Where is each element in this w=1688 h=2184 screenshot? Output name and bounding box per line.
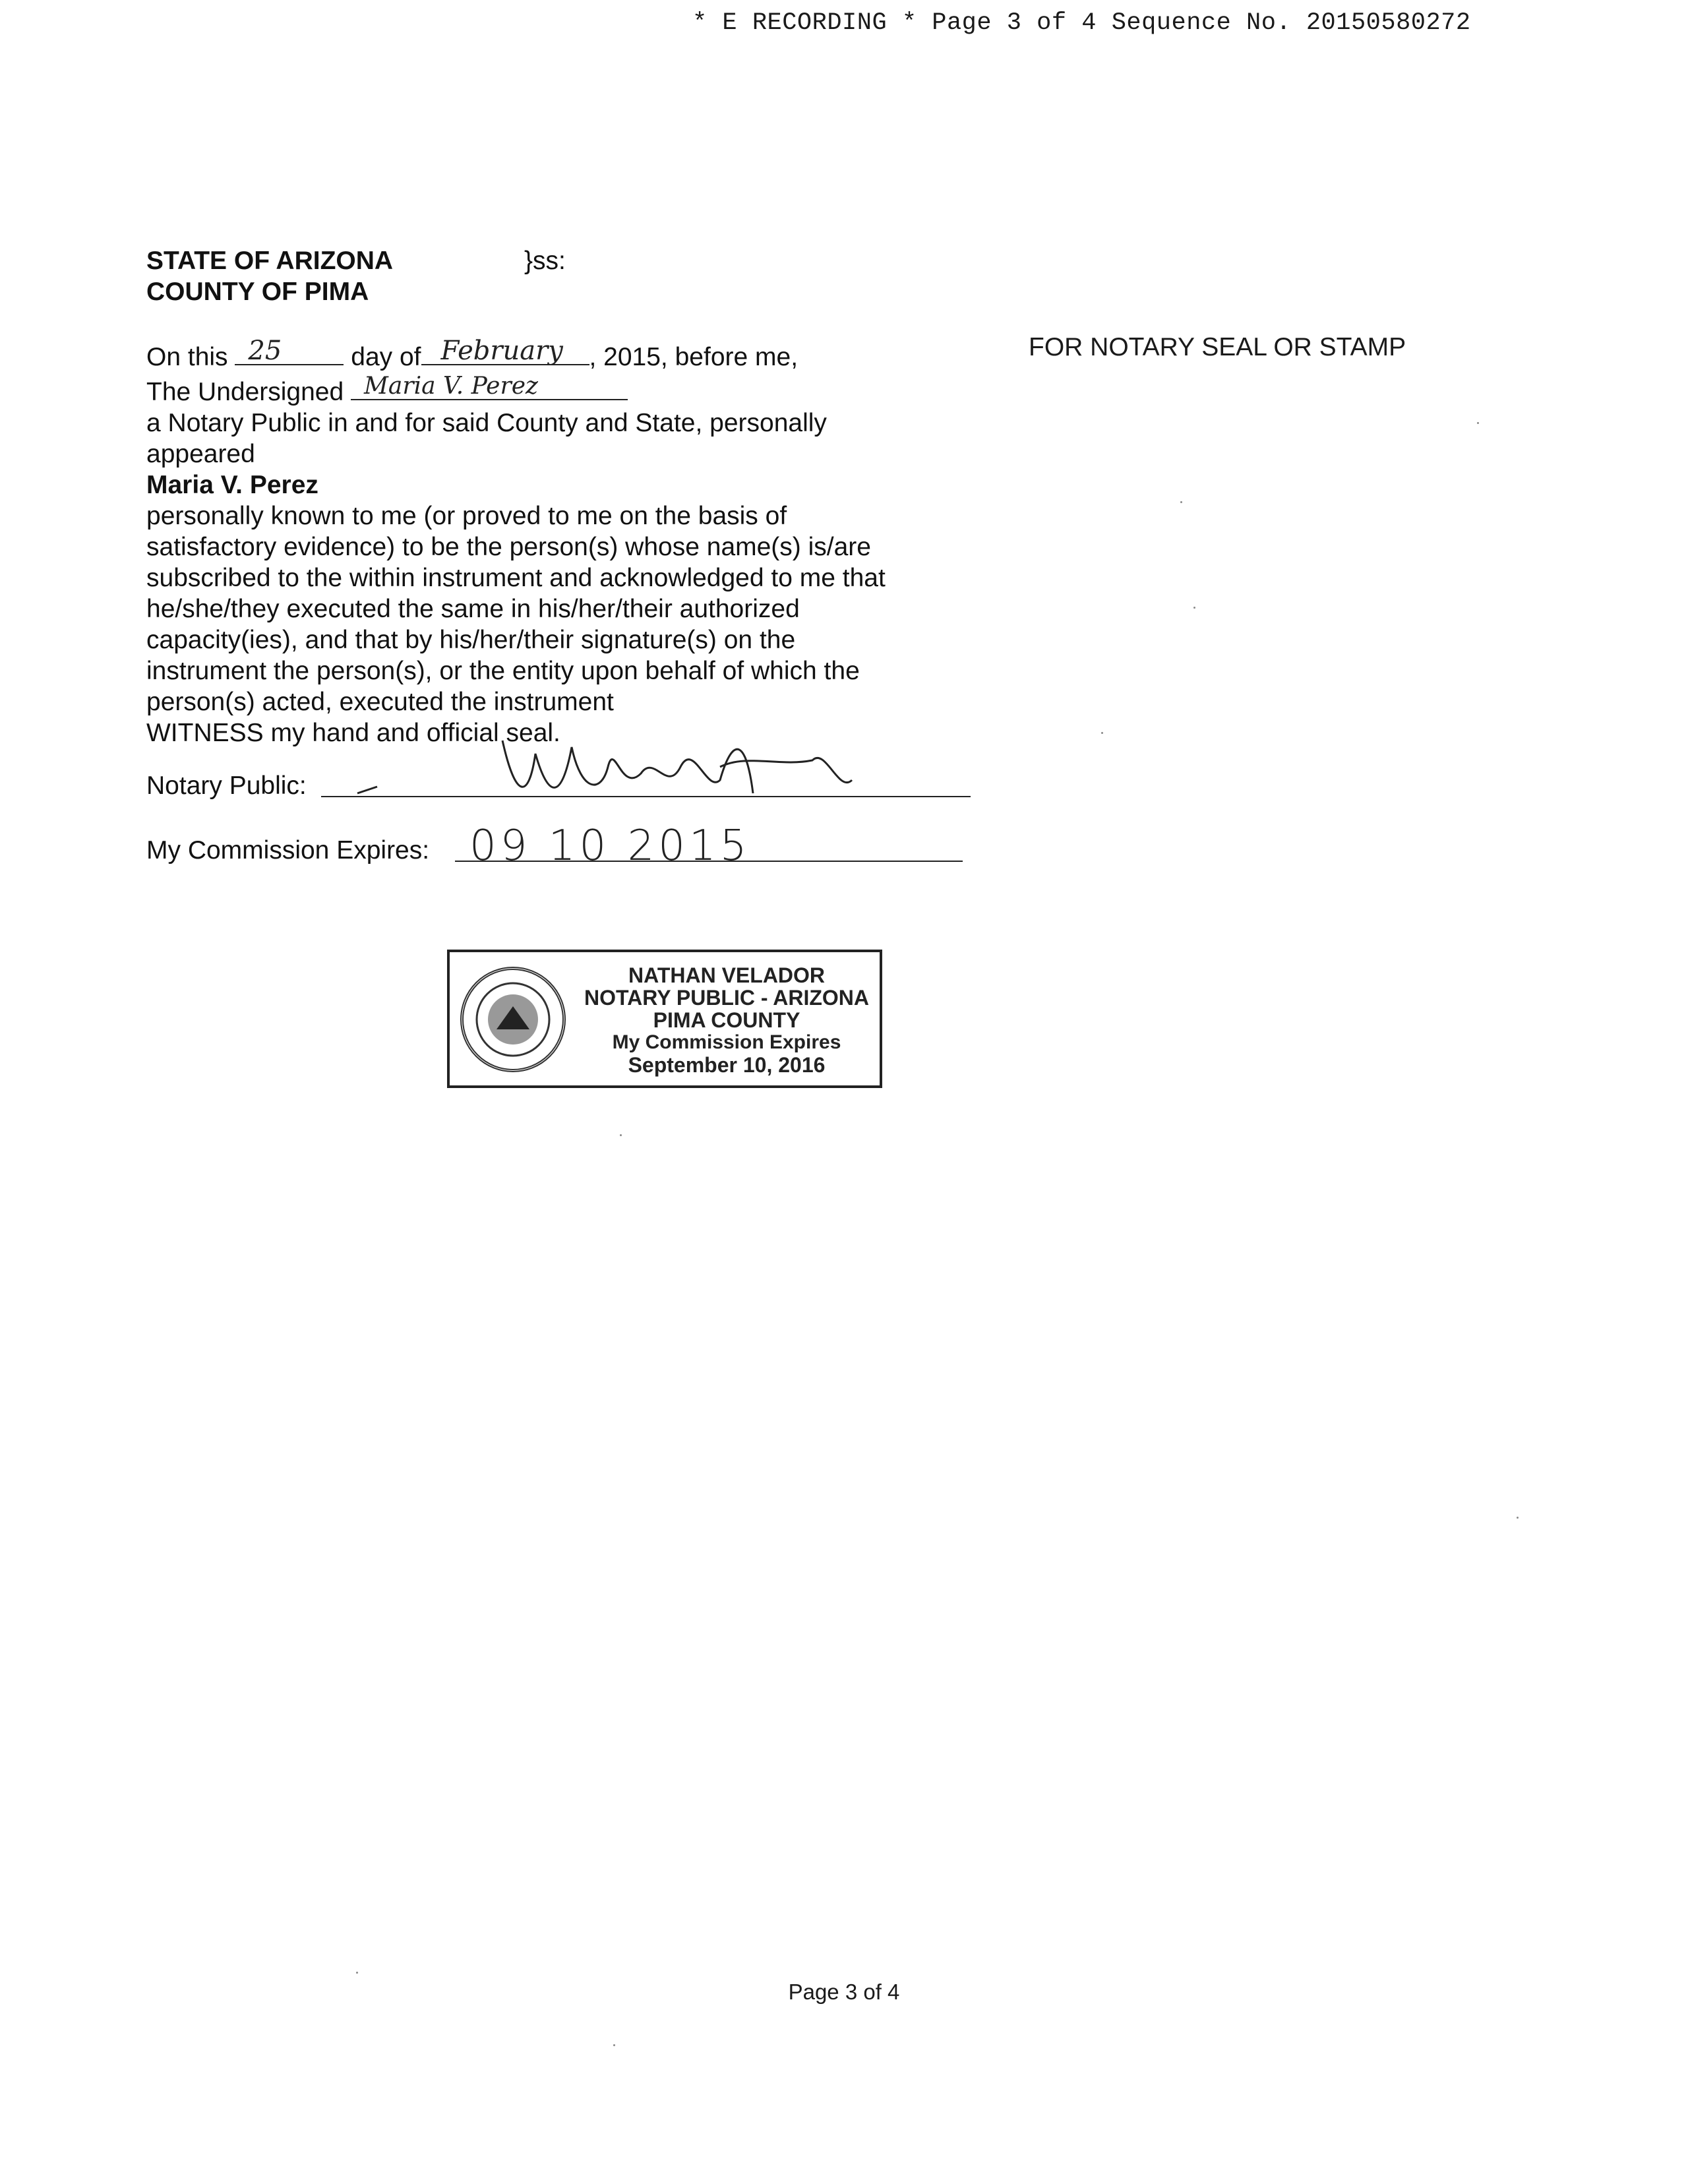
notary-signature	[351, 727, 944, 806]
scan-speck	[1101, 732, 1103, 734]
notary-public-label: Notary Public:	[146, 772, 307, 800]
state-label: STATE OF ARIZONA	[146, 247, 394, 275]
recording-header: * E RECORDING * Page 3 of 4 Sequence No. 20150580272	[692, 9, 1471, 37]
undersigned-label: The Undersigned	[146, 378, 344, 406]
scan-speck	[1517, 1517, 1519, 1519]
day-handwriting: 25	[248, 336, 282, 366]
commission-line	[146, 812, 957, 871]
body-line: personally known to me (or proved to me on the basis of	[146, 502, 787, 530]
scan-speck	[1477, 422, 1479, 424]
scan-speck	[613, 2044, 615, 2046]
body-line: subscribed to the within instrument and acknowledged to me that	[146, 564, 886, 592]
month-handwriting: February	[440, 336, 563, 366]
ss-label: }ss:	[524, 247, 566, 275]
page-footer: Page 3 of 4	[788, 1980, 900, 2004]
scan-speck	[1180, 501, 1182, 503]
stamp-name: NATHAN VELADOR	[628, 963, 826, 987]
body-line: person(s) acted, executed the instrument	[146, 688, 614, 716]
undersigned-line	[146, 373, 957, 408]
notary-line: a Notary Public in and for said County and State, personally	[146, 409, 827, 437]
undersigned-handwriting: Maria V. Perez	[364, 373, 538, 400]
body-line: instrument the person(s), or the entity upon behalf of which the	[146, 657, 860, 685]
commission-handwriting: 09 10 2015	[469, 822, 751, 870]
month-field	[421, 338, 589, 365]
day-of-label: day of	[351, 343, 421, 371]
body-text	[146, 501, 957, 748]
day-field	[235, 338, 344, 365]
county-label: COUNTY OF PIMA	[146, 278, 369, 306]
appeared-line: appeared	[146, 440, 255, 468]
scan-speck	[1193, 607, 1195, 609]
body-line: capacity(ies), and that by his/her/their signature(s) on the	[146, 626, 796, 654]
stamp-date: September 10, 2016	[628, 1053, 826, 1077]
state-seal-icon	[460, 967, 566, 1072]
scan-speck	[620, 1134, 622, 1136]
undersigned-field	[351, 373, 628, 400]
venue	[146, 245, 957, 307]
on-this-label: On this	[146, 343, 228, 371]
date-line	[146, 338, 957, 373]
commission-label: My Commission Expires:	[146, 836, 430, 864]
notary-signature-line	[146, 754, 957, 806]
acknowledgment-block	[146, 245, 957, 871]
year-label: , 2015, before me,	[589, 343, 799, 371]
notary-stamp	[447, 950, 882, 1088]
scan-speck	[356, 1972, 358, 1974]
party-name: Maria V. Perez	[146, 471, 318, 499]
witness-line: WITNESS my hand and official seal.	[146, 719, 560, 747]
seal-caption: FOR NOTARY SEAL OR STAMP	[1029, 333, 1406, 361]
stamp-commission: My Commission Expires	[612, 1031, 841, 1053]
stamp-county: PIMA COUNTY	[653, 1008, 800, 1032]
stamp-text	[575, 964, 878, 1076]
body-line: satisfactory evidence) to be the person(s) whose name(s) is/are	[146, 533, 871, 561]
body-line: he/she/they executed the same in his/her/their authorized	[146, 595, 800, 623]
stamp-title: NOTARY PUBLIC - ARIZONA	[584, 986, 869, 1010]
